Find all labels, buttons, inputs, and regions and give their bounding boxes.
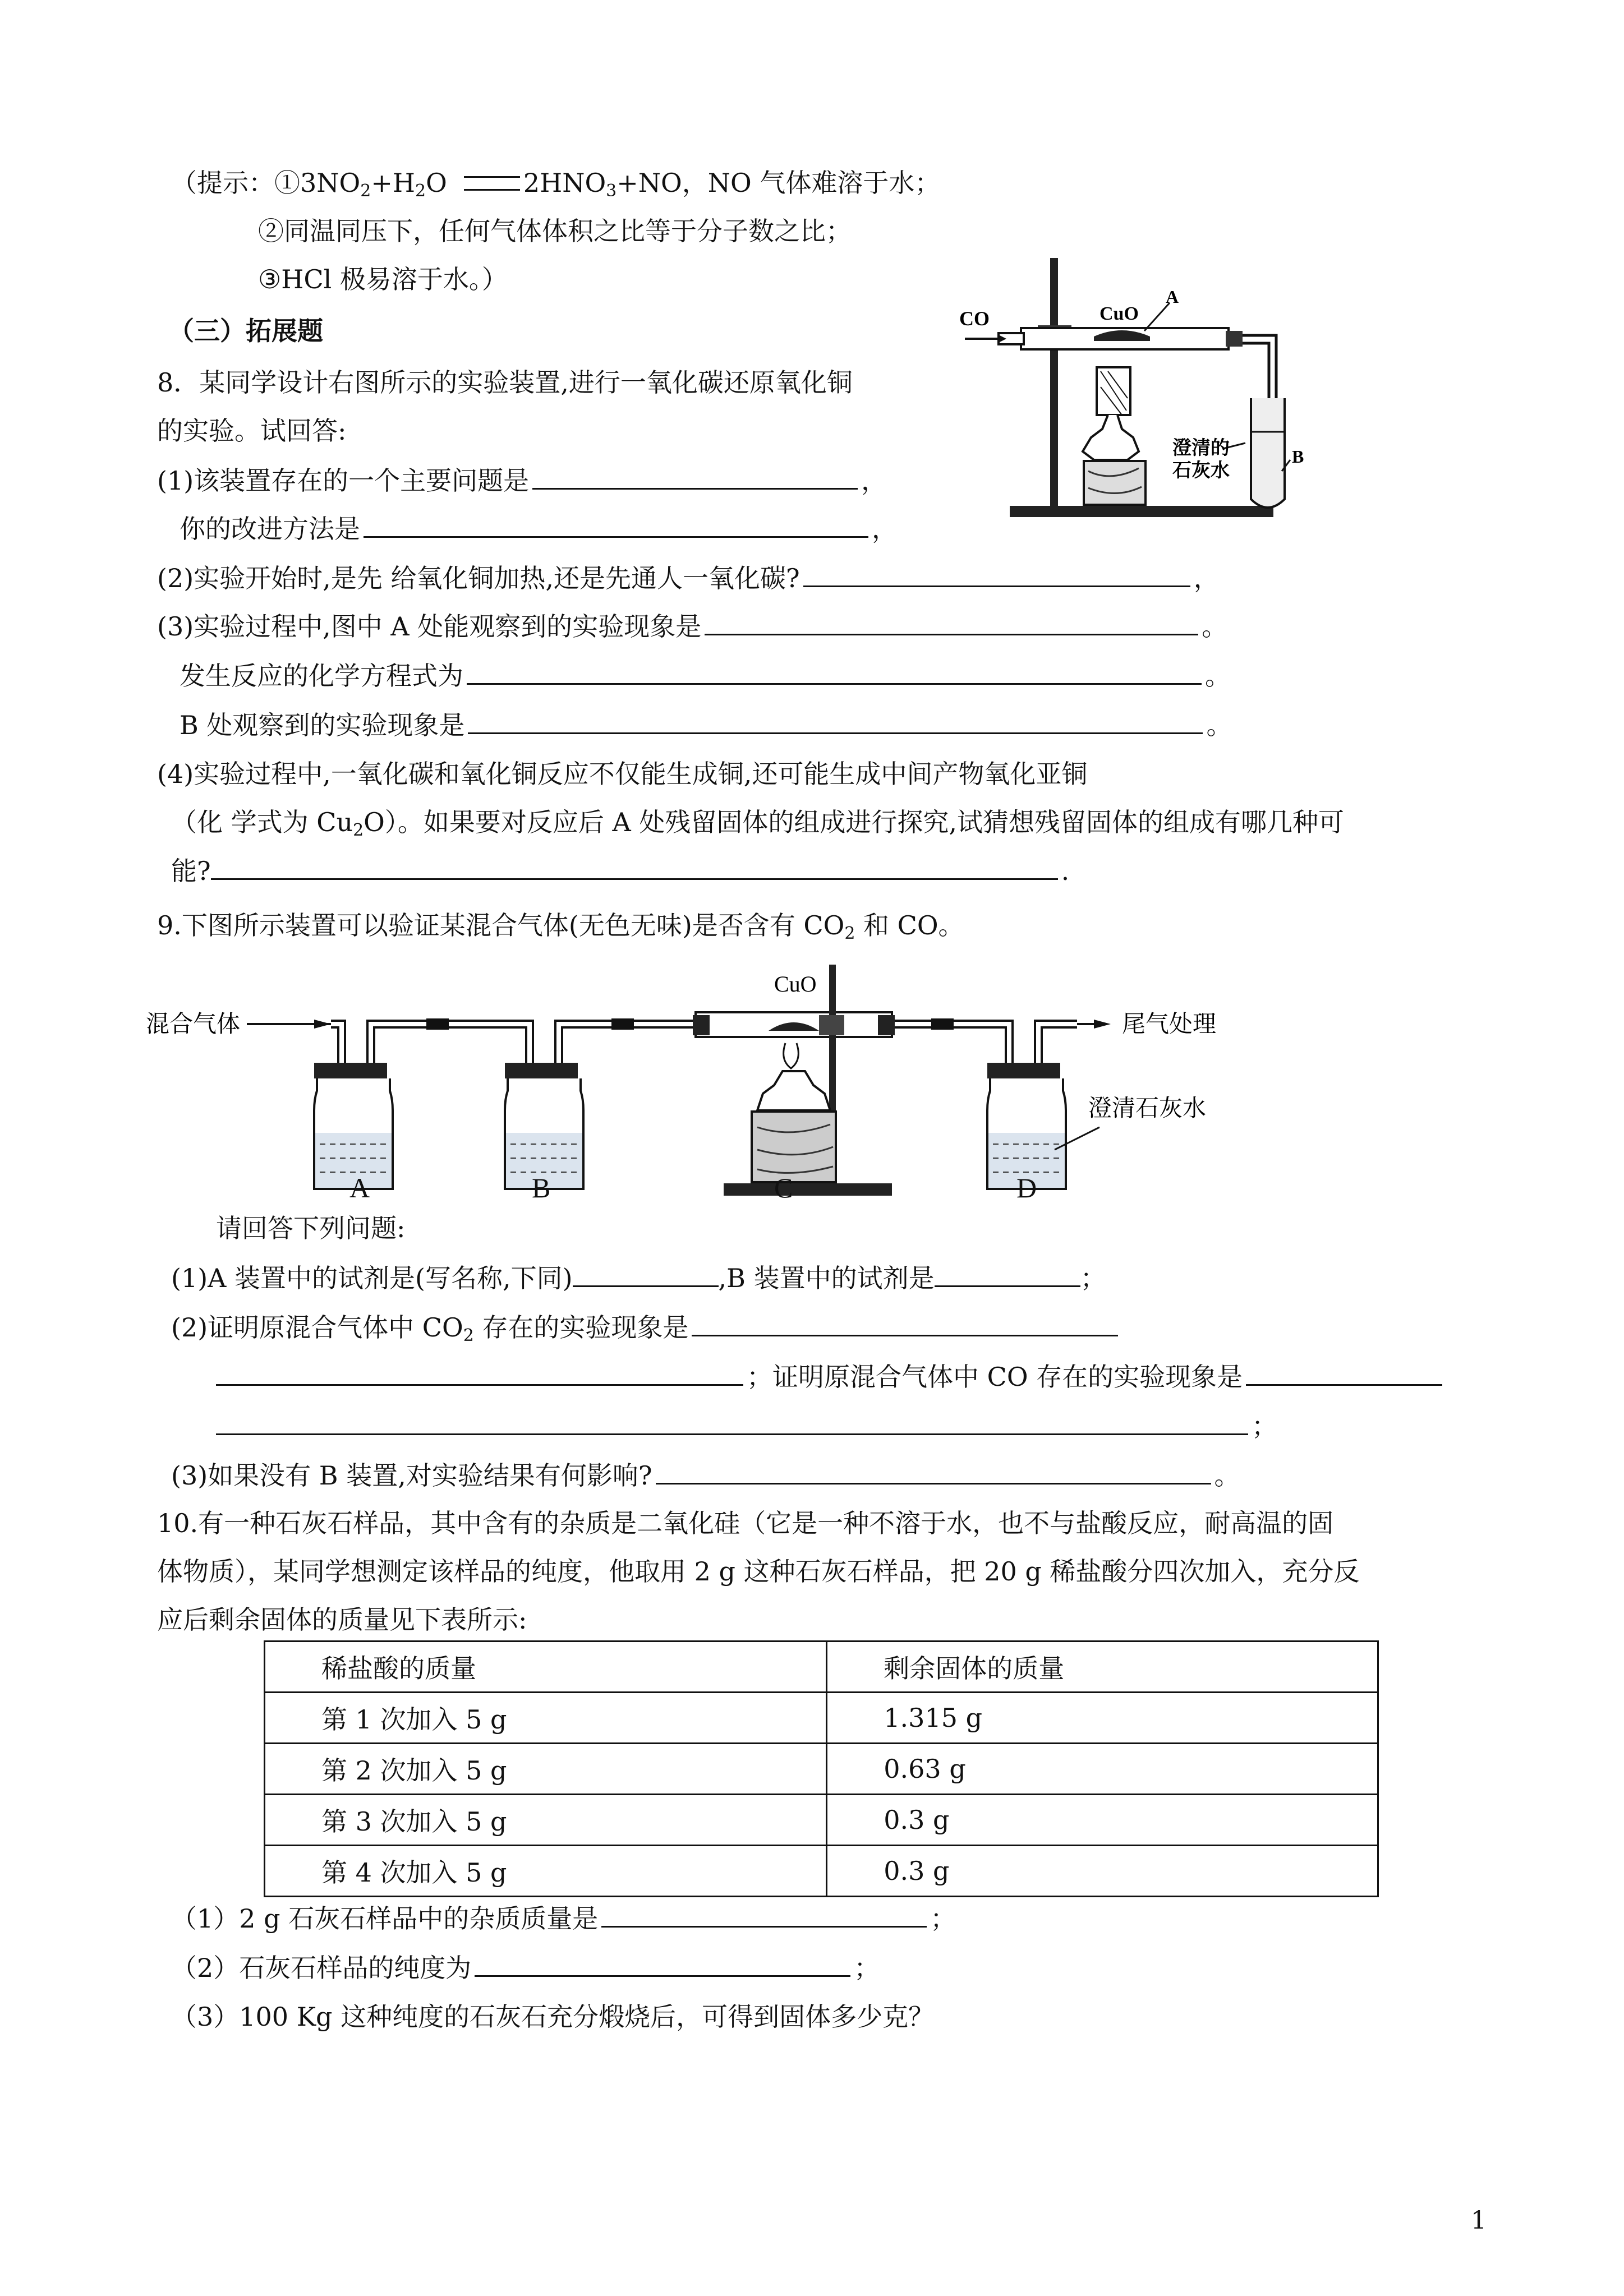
table-header-row xyxy=(265,1642,1378,1693)
q9-part-2c: ； xyxy=(216,1409,1277,1443)
table-cell: 0.3 g xyxy=(827,1846,1378,1897)
answer-blank[interactable] xyxy=(364,511,868,538)
section-title: （三）拓展题 xyxy=(168,316,323,346)
answer-blank[interactable] xyxy=(573,1261,719,1287)
answer-blank[interactable] xyxy=(692,1310,1118,1336)
table-cell: 第 3 次加入 5 g xyxy=(265,1795,827,1846)
table-cell: 0.3 g xyxy=(827,1795,1378,1846)
bottle-a-label: A xyxy=(349,1172,370,1204)
q10-part-3: （3）100 Kg 这种纯度的石灰石充分煅烧后，可得到固体多少克？ xyxy=(171,2002,935,2032)
answer-blank[interactable] xyxy=(468,708,1203,734)
q10-part-1: （1）2 g 石灰石样品中的杂质质量是 ； xyxy=(171,1901,956,1935)
q8-part-3c: B 处观察到的实验现象是 。 xyxy=(180,708,1232,742)
answer-blank[interactable] xyxy=(216,1359,743,1386)
q8-part-4a: (4)实验过程中,一氧化碳和氧化铜反应不仅能生成铜,还可能生成中间产物氧化亚铜 xyxy=(157,759,1088,789)
table-row xyxy=(265,1744,1378,1795)
co-reduction-apparatus-figure xyxy=(954,247,1324,527)
equals-sign xyxy=(464,176,520,191)
q8-part-4c: 能? . xyxy=(171,854,1069,888)
table-cell: 第 4 次加入 5 g xyxy=(265,1846,827,1897)
table-header-cell: 剩余固体的质量 xyxy=(827,1642,1378,1693)
table-row xyxy=(265,1693,1378,1744)
q8-stem-line-2: 的实验。试回答: xyxy=(157,416,347,446)
q8-part-4b: （化 学式为 $Cu_2O$）。如果要对反应后 A 处残留固体的组成进行探究,试猜想残留固体的组成有哪几种可 xyxy=(171,807,1344,840)
q8-stem-line-1: 8．某同学设计右图所示的实验装置,进行一氧化碳还原氧化铜 xyxy=(157,367,853,398)
results-table xyxy=(264,1640,1379,1897)
q9-part-2: (2)证明原混合气体中 $CO_2$ 存在的实验现象是 xyxy=(171,1310,1121,1344)
answer-blank[interactable] xyxy=(705,609,1198,635)
cuo-label-2: CuO xyxy=(774,971,817,997)
burner-c-label: C xyxy=(774,1172,793,1204)
q8-part-1a: (1)该装置存在的一个主要问题是 ， xyxy=(157,463,887,497)
answer-blank[interactable] xyxy=(1246,1359,1442,1386)
lime-water-label-3: 澄清石灰水 xyxy=(1088,1094,1207,1122)
a-label: A xyxy=(1166,287,1179,307)
gas-verification-apparatus-figure xyxy=(146,965,1268,1211)
q10-line-2: 体物质），某同学想测定该样品的纯度，他取用 2 g 这种石灰石样品，把 20 g 稀盐酸分四次加入，充分反 xyxy=(157,1556,1360,1587)
table-header-cell: 稀盐酸的质量 xyxy=(265,1642,827,1693)
q9-part-2b: ；证明原混合气体中 CO 存在的实验现象是 xyxy=(216,1359,1442,1394)
table-row xyxy=(265,1846,1378,1897)
hint-line-2: ②同温同压下，任何气体体积之比等于分子数之比； xyxy=(258,216,852,246)
b-label: B xyxy=(1292,446,1304,467)
q10-part-2: （2）石灰石样品的纯度为 ； xyxy=(171,1951,880,1985)
q10-line-1: 10.有一种石灰石样品，其中含有的杂质是二氧化硅（它是一种不溶于水，也不与盐酸反应，耐高温的固 xyxy=(157,1508,1334,1538)
q10-line-3: 应后剩余固体的质量见下表所示: xyxy=(157,1605,527,1635)
table-row xyxy=(265,1795,1378,1846)
answer-blank[interactable] xyxy=(803,561,1190,587)
table-cell: 第 1 次加入 5 g xyxy=(265,1693,827,1744)
q8-part-1b: 你的改进方法是 ， xyxy=(180,511,898,546)
q8-part-3a: (3)实验过程中,图中 A 处能观察到的实验现象是 。 xyxy=(157,609,1227,643)
co-label: CO xyxy=(959,307,990,330)
bottle-b-label: B xyxy=(532,1172,551,1204)
answer-blank[interactable] xyxy=(216,1409,1248,1435)
answer-blank[interactable] xyxy=(211,854,1058,880)
q9-intro: 请回答下列问题: xyxy=(216,1213,406,1243)
page-number: 1 xyxy=(1471,2206,1487,2235)
answer-blank[interactable] xyxy=(532,463,858,490)
q9-part-3: (3)如果没有 B 装置,对实验结果有何影响? 。 xyxy=(171,1458,1240,1492)
q8-part-2: (2)实验开始时,是先 给氧化铜加热,还是先通人一氧化碳? ， xyxy=(157,561,1220,595)
answer-blank[interactable] xyxy=(656,1458,1211,1484)
mixed-gas-label: 混合气体 xyxy=(146,1010,241,1038)
tail-gas-label: 尾气处理 xyxy=(1122,1010,1217,1038)
q9-stem: 9.下图所示装置可以验证某混合气体(无色无味)是否含有 $CO_2$ 和 CO。 xyxy=(157,910,964,943)
q8-part-3b: 发生反应的化学方程式为 。 xyxy=(180,658,1231,693)
answer-blank[interactable] xyxy=(467,658,1202,685)
q9-part-1: (1)A 装置中的试剂是(写名称,下同) ,B 装置中的试剂是 ； xyxy=(171,1261,1106,1295)
hint-line-3: ③HCl 极易溶于水。） xyxy=(258,264,508,294)
lime-water-label-2: 石灰水 xyxy=(1172,459,1230,482)
answer-blank[interactable] xyxy=(935,1261,1080,1287)
answer-blank[interactable] xyxy=(601,1901,927,1928)
lime-water-label-1: 澄清的 xyxy=(1172,437,1230,459)
answer-blank[interactable] xyxy=(475,1951,850,1977)
table-cell: 第 2 次加入 5 g xyxy=(265,1744,827,1795)
hint-line-1: （提示：$①3NO_2+H_2O$ $2HNO_3+NO$，NO 气体难溶于水； xyxy=(171,168,941,201)
table-cell: 1.315 g xyxy=(827,1693,1378,1744)
bottle-d-label: D xyxy=(1016,1172,1037,1204)
table-cell: 0.63 g xyxy=(827,1744,1378,1795)
cuo-label: CuO xyxy=(1099,303,1139,324)
